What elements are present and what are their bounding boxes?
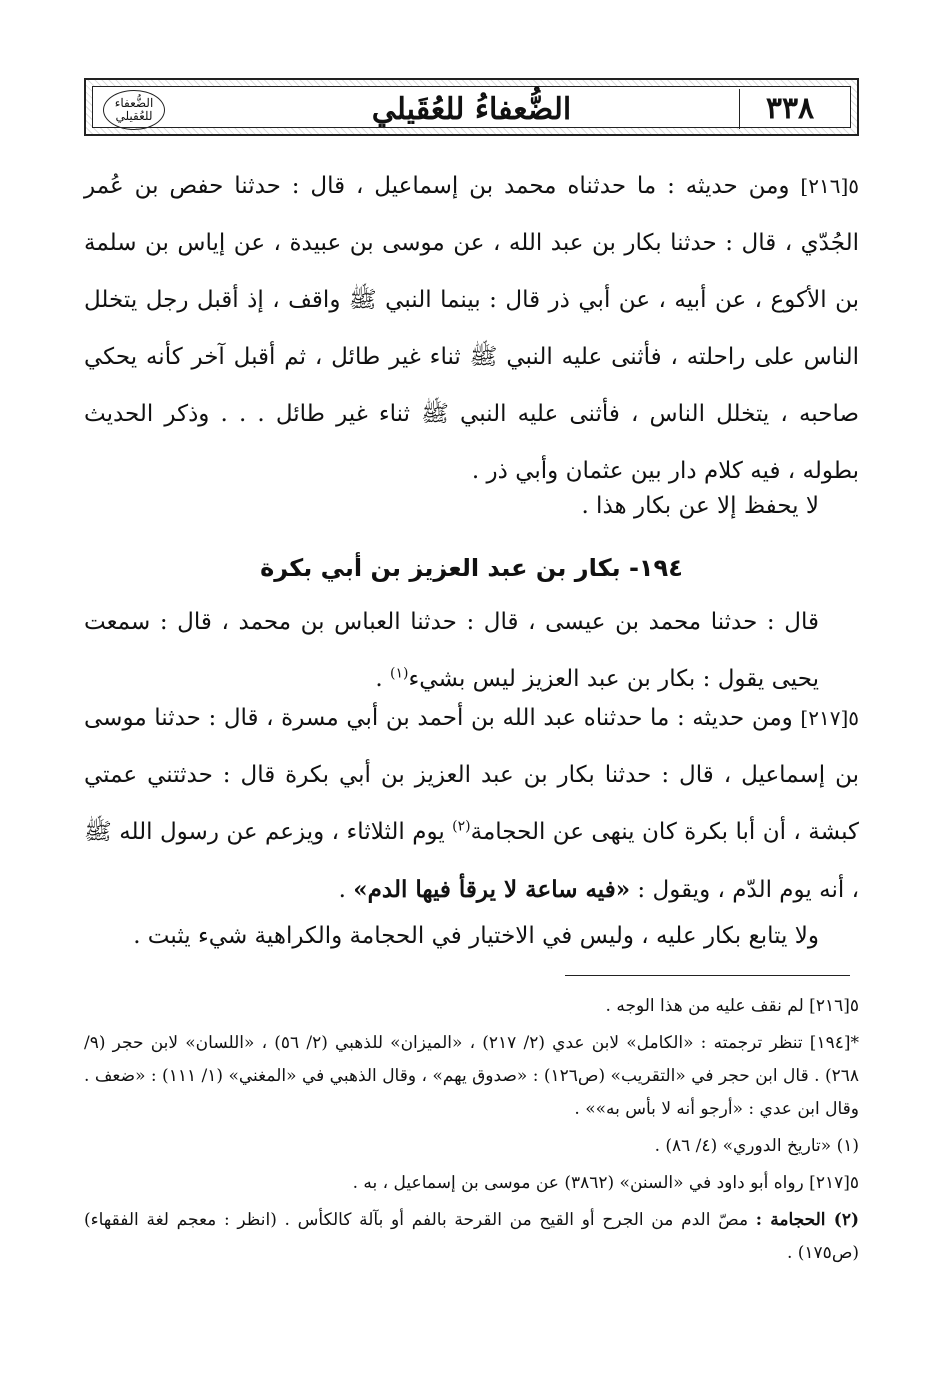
- paragraph-text: ولا يتابع بكار عليه ، وليس في الاختيار في الحجامة والكراهية شيء يثبت .: [133, 923, 819, 949]
- paragraph-text: ومن حديثه : ما حدثناه عبد الله بن أحمد بن أبي مسرة ، قال : حدثنا موسى بن إسماعيل ، قال : حدثنا بكار بن عبد العزيز بن أبي بكرة قال : حدثتني عمتي كبشة ، أن أبا بكرة كان ينهى عن الحجامة: [84, 705, 859, 845]
- footnote-ref: (١): [389, 665, 409, 682]
- paragraph-194: قال : حدثنا محمد بن عيسى ، قال : حدثنا العباس بن محمد ، قال : سمعت يحيى يقول : بكار بن عبد العزيز ليس بشيء$^{(١)}$ .: [84, 609, 819, 692]
- hadith-number: ٥[٢١٧]: [800, 706, 860, 730]
- footnote-217: ٥[٢١٧] رواه أبو داود في «السنن» (٣٨٦٢) عن موسى بن إسماعيل ، به .: [352, 1173, 859, 1193]
- footnote-216: ٥[٢١٦] لم نقف عليه من هذا الوجه .: [605, 996, 859, 1016]
- footnote-term: (٢) الحجامة :: [755, 1210, 859, 1230]
- footnote-1: (١) «تاريخ الدوري» (٤/ ٨٦) .: [654, 1136, 859, 1156]
- footnotes: [84, 990, 859, 1270]
- page-number: ٣٣٨: [739, 89, 840, 129]
- header-frame: [92, 86, 851, 128]
- paragraph-217: ٥[٢١٧] ومن حديثه : ما حدثناه عبد الله بن أحمد بن أبي مسرة ، قال : حدثنا موسى بن إسماعيل ، قال : حدثنا بكار بن عبد العزيز بن أبي بكرة قال : حدثتني عمتي كبشة ، أن أبا بكرة كان ينهى عن الحجامة$^{(٢)}$ يوم الثلاثاء ، ويزعم عن رسول الله ﷺ ، أنه يوم الدّم ، ويقول : «فيه ساعة لا يرقأ فيها الدم» .: [84, 705, 860, 903]
- paragraph-conclusion: [84, 908, 859, 965]
- header-ornament-seal: [103, 90, 165, 130]
- footnote-2: [84, 1204, 859, 1270]
- entry-heading: ١٩٤- بكار بن عبد العزيز بن أبي بكرة: [260, 554, 683, 582]
- paragraph-216: [84, 158, 859, 500]
- paragraph-note: [84, 478, 859, 535]
- paragraph-text: قال : حدثنا محمد بن عيسى ، قال : حدثنا العباس بن محمد ، قال : سمعت يحيى يقول : بكار بن عبد العزيز ليس بشيء: [84, 609, 819, 692]
- paragraph-text: لا يحفظ إلا عن بكار هذا .: [581, 493, 819, 519]
- running-title: الضُّعفاءُ للعُقَيلي: [371, 92, 572, 127]
- footnote-separator: [565, 975, 850, 976]
- footnote-ref: (٢): [452, 818, 471, 835]
- page-header: [84, 78, 859, 136]
- footnote-194: *[١٩٤] تنظر ترجمته : «الكامل» لابن عدي (٢/ ٢١٧) ، «الميزان» للذهبي (٢/ ٥٦) ، «اللسان» لابن حجر (٩/ ٢٦٨) . قال ابن حجر في «التقريب» (ص١٢٦) : «صدوق يهم» ، وقال الذهبي في «المغني» (١/ ١١١) : «ضعف . وقال ابن عدي : «أرجو أنه لا بأس به»» .: [84, 1033, 860, 1119]
- hadith-number: ٥[٢١٦]: [800, 174, 859, 198]
- hadith-quote: «فيه ساعة لا يرقأ فيها الدم»: [353, 876, 631, 903]
- paragraph-text: ومن حديثه : ما حدثناه محمد بن إسماعيل ، قال : حدثنا حفص بن عُمر الجُدّي ، قال : حدثنا بكار بن عبد الله ، عن موسى بن عبيدة ، عن إياس بن سلمة بن الأكوع ، عن أبيه ، عن أبي ذر قال : بينما النبي ﷺ واقف ، إذ أقبل رجل يتخلل الناس على راحلته ، فأثنى عليه النبي ﷺ ثناء غير طائل ، ثم أقبل آخر كأنه يحكي صاحبه ، يتخلل الناس ، فأثنى عليه النبي ﷺ ثناء غير طائل . . . وذكر الحديث بطوله ، فيه كلام دار بين عثمان وأبي ذر .: [84, 173, 859, 484]
- footnote-text: مصّ الدم من الجرح أو القيح من القرحة بالفم أو بآلة كالكأس . (انظر : معجم لغة الفقهاء) (ص١٧٥) .: [84, 1210, 859, 1263]
- ornament-text: الضُّعفاء للعُقيلي: [114, 96, 154, 123]
